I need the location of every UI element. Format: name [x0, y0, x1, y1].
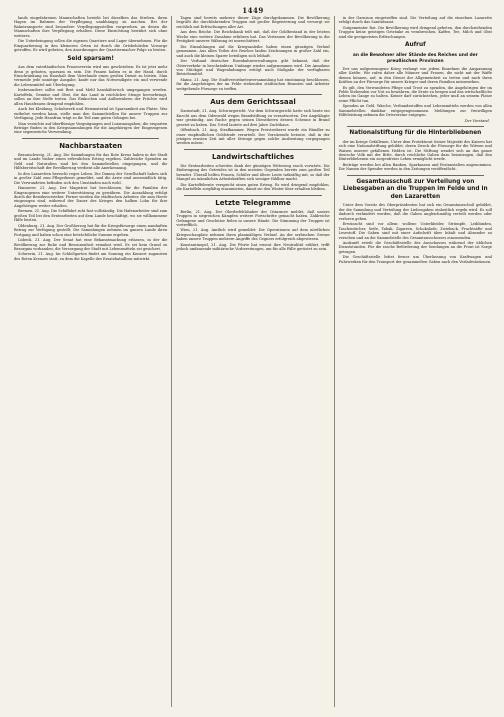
section-divider [22, 138, 159, 139]
article-paragraph: Schwerin, 21. Aug. Im Schloßgarten findet am Sonntag ein Konzert zugunsten des Roten Kreuzes statt, zu dem die Kapelle des Ersatzbataillons mitwirkt. [14, 252, 168, 261]
section-heading: Seid sparsam! [67, 55, 114, 62]
article-paragraph: Die Einzahlungen auf die Kriegsanleihe haben einen günstigen Verlauf genommen. Aus allen Teilen des Reiches laufen Zeichnungen in großer Zahl ein, und auch die kleinen Sparer beteiligen sich lebhaft. [176, 44, 330, 58]
article-paragraph: Auskunft erteilt die Geschäftsstelle des Ausschusses während der üblichen Dienststunden. Für die rasche Beförderung der Sendungen an die Front ist Sorge getragen. [338, 240, 492, 254]
article-paragraph: Insbesondere sollte mit Brot und Mehl haushälterisch umgegangen werden. Kartoffeln, Gemüse und Obst, die das Land in reichlicher Menge hervorbringt, sollen an ihre Stelle treten. Das Einkochen und Aufbewahren der Früchte wird allen Hausfrauen dringend empfohlen. [14, 88, 168, 106]
article-paragraph: Berlin, 21. Aug. Der Oberbefehlshaber der Ostarmee meldet, daß unsere Truppen in siegreichen Kämpfen weitere Fortschritte gemacht haben. Zahlreiche Gefangene und Geschütze fielen in unsere Hände. Die Stimmung der Truppen ist vortrefflich. [176, 209, 330, 227]
article-paragraph: der im Kriege Gefallenen. Unter dem Protektorat Seiner Majestät des Kaisers hat sich eine Nationalstiftung gebildet, deren Zweck die Fürsorge für die Witwen und Waisen unserer gefallenen Helden ist. Die Stiftung wendet sich an das ganze deutsche Volk mit der Bitte, durch reichliche Gaben dazu beizutragen, daß den Hinterbliebenen ein sorgenfreies Leben ermöglicht werde. [338, 139, 492, 162]
article-paragraph: Der uns aufgezwungene Krieg verlangt von jedem Einzelnen die Anspannung aller Kräfte. Wir rufen daher alle Männer und Frauen, die nicht mit der Waffe dienen können, auf, in den Dienst der Allgemeinheit zu treten und nach ihren Kräften an der Fürsorge für unsere Krieger und deren Familien mitzuwirken. [338, 66, 492, 85]
section-heading: Nachbarstaaten [59, 141, 123, 150]
section-divider [184, 149, 321, 150]
article-paragraph: Aus dem vaterländischen Frauenverein wird uns geschrieben: Es ist jetzt mehr denn je geboten, sparsam zu sein. Die Frauen haben es in der Hand, durch Einschränkung im Haushalt dem Vaterlande einen großen Dienst zu leisten. Man vermeide jede unnötige Ausgabe, kaufe nur das Notwendigste ein und verwende die Lebensmittel mit Überlegung. [14, 65, 168, 87]
article-paragraph: Hannover, 21. Aug. Der Magistrat hat beschlossen, für die Familien der Eingezogenen eine weitere Unterstützung zu gewähren. Die Auszahlung erfolgt durch die Bezirksvorsteher. Ferner werden die städtischen Arbeiter, die zum Heere eingezogen sind, während der Dauer des Krieges den halben Lohn für ihre Angehörigen weiter erhalten. [14, 186, 168, 208]
article-paragraph: Tagen sind bereits mehrere dieser Züge durchgekommen. Die Bevölkerung begrüßt die durchfahrenden Truppen mit großer Begeisterung und versorgt sie reichlich mit Erfrischungen aller Art. [176, 16, 330, 29]
section-heading: Landwirtschaftliches [211, 152, 295, 161]
article-paragraph: Die Erntearbeiten schreiten dank der günstigen Witterung rasch vorwärts. Die Einbringung des Getreides ist in den meisten Gegenden bereits zum großen Teil beendet. Überall helfen Frauen, Schüler und ältere Leute tatkräftig mit, so daß der Mangel an männlichen Arbeitskräften sich weniger fühlbar macht. [176, 163, 330, 182]
article-paragraph: In den Lazaretten herrscht reges Leben. Die Damen der Gesellschaft haben sich in großer Zahl zum Pflegedienst gemeldet, und die Ärzte sind unermüdlich tätig. Die Verwundeten befinden sich den Umständen nach wohl. [14, 171, 168, 185]
article-paragraph: Braunschweig, 21. Aug. Die Sammlungen für das Rote Kreuz haben in der Stadt und im Lande bisher einen erfreulichen Ertrag ergeben. Zahlreiche Spenden an Geld und Naturalien sind bei den Sammelstellen eingegangen, und die Hilfsbereitschaft der Bevölkerung verdient alle Anerkennung. [14, 152, 168, 171]
article-paragraph: Auch bei Kleidung, Schuhwerk und Heizmaterial ist Sparsamkeit am Platze. Was entbehrt werden kann, stelle man den Sammelstellen für unsere Truppen zur Verfügung. Jede Hausfrau trägt so ihr Teil zum guten Gelingen bei. [14, 107, 168, 121]
article-paragraph: Der Verband deutscher Eisenbahnverwaltungen gibt bekannt, daß der Güterverkehr in beschränktem Umfange wieder aufgenommen wird. Die Annahme von Stückgut und Wagenladungen erfolgt nach Maßgabe der verfügbaren Betriebsmittel. [176, 59, 330, 77]
article-paragraph: Man verzichte auf überflüssige Vergnügungen und Luxusausgaben; die ersparten Beträge finden in den Kriegssammlungen für die Angehörigen der Eingezogenen eine segensreiche Verwendung. [14, 121, 168, 135]
section-divider [184, 195, 321, 196]
article-paragraph: Spenden an Geld, Wäsche, Verbandsstoffen und Lebensmitteln werden von allen Sammelstellen dankbar entgegengenommen. Meldungen zur freiwilligen Hilfeleistung nehmen die Ortsvereine entgegen. [338, 104, 492, 118]
section-heading: Aufruf [404, 42, 426, 49]
section-divider [347, 175, 484, 176]
article-paragraph: Beiträge werden bei allen Banken, Sparkassen und Postanstalten angenommen. Die Namen der Spender werden in den Zeitungen veröffentlicht. [338, 162, 492, 172]
article-paragraph: lands eingefahrenen Mannschaften besteht bei dieselben das Streben, ihren Hagen im Rahmen der Verpflegung unabhängig zu machen. Bei der Bahntransporte sind besondere Verpflegungsstellen vorgesehen, an denen die Mannschaften ihre Verpflegung erhalten. Diese Einrichtung bewährt sich ohne weiteres. [14, 16, 168, 38]
column-2 [172, 16, 334, 707]
article-paragraph: Mainz, 21. Aug. Die Stadtverordnetenversammlung hat einstimmig beschlossen, für die Angehörigen der im Felde stehenden städtischen Beamten und Arbeiter weitgehende Fürsorge zu treffen. [176, 77, 330, 91]
article-paragraph: Die Unterbringung sollen die eigenen Quartiere und Lager übernehmen. Für die Einquartierung in den kleineren Orten ist durch die Ortsbehörden Vorsorge getroffen. Es wird gebeten, den Anordnungen der Quartiermacher Folge zu leisten. [14, 39, 168, 53]
article-paragraph: Unter dem Vorsitz des Oberpräsidenten hat sich ein Gesamtausschuß gebildet, der die Sammlung und Verteilung der Liebesgaben einheitlich regeln wird. Es soll dadurch verhindert werden, daß die Gaben ungleichmäßig verteilt werden oder verloren gehen. [338, 203, 492, 221]
section-heading: Nationalstiftung für die Hinterbliebenen [349, 130, 482, 137]
section-heading: an die Bewohner aller Stände des Reiches und der preußischen Provinzen [352, 52, 478, 64]
column-3 [335, 16, 496, 707]
article-paragraph: Lübeck, 21. Aug. Der Senat hat eine Bekanntmachung erlassen, in der die Bevölkerung zur Ruhe und Besonnenheit ermahnt wird. Es sei kein Grund zu Besorgnis vorhanden; die Versorgung der Stadt mit Lebensmitteln sei gesichert. [14, 238, 168, 251]
article-paragraph: Oldenburg, 21. Aug. Der Großherzog hat für die Kriegsfürsorge einen namhaften Betrag zur Verfügung gestellt. Die Sammlungen nehmen im ganzen Lande ihren Fortgang und haben schon eine beträchtliche Summe ergeben. [14, 223, 168, 237]
article-paragraph: Die Geschäftsstelle bittet ferner um Überlassung von Kraftwagen und Fuhrwerken für den Transport der gesammelten Gaben nach den Verladestationen. [338, 255, 492, 264]
article-paragraph: Offenbach, 21. Aug. Strafkammer. Wegen Preistreiberei wurde ein Händler zu einer empfindlichen Geldstrafe verurteilt. Der Vorsitzende betonte, daß in der jetzigen ernsten Zeit mit aller Strenge gegen solche Ausbeutung vorgegangen werden müsse. [176, 128, 330, 146]
section-heading: Aus dem Gerichtssaal [210, 98, 296, 107]
section-divider [347, 126, 484, 127]
article-paragraph: Es gilt, den Verwundeten Pflege und Trost zu spenden, die Angehörigen der im Felde Stehenden vor Not zu bewahren, die Ernte zu bergen und das wirtschaftliche Leben im Gange zu halten. Keiner darf zurückstehen, jeder muß an seinem Platze seine Pflicht tun. [338, 85, 492, 103]
article-paragraph: Wien, 21. Aug. Amtlich wird gemeldet: Die Operationen auf dem nördlichen Kriegsschauplatz nehmen ihren planmäßigen Verlauf. An der serbischen Grenze haben unsere Truppen mehrere Angriffe des Gegners erfolgreich abgewiesen. [176, 228, 330, 242]
section-divider [184, 94, 321, 95]
article-paragraph: Aus dem Reiche. Die Reichsbank teilt mit, daß der Goldbestand in der letzten Woche eine weitere Zunahme erfahren hat. Das Vertrauen der Bevölkerung in die Festigkeit unserer Währung ist unerschüttert. [176, 30, 330, 44]
page-number: 1449 [242, 6, 264, 15]
article-paragraph: Darmstadt, 21. Aug. Schwurgericht. Vor dem Schwurgericht hatte sich heute ein Knecht aus dem Odenwald wegen Brandstiftung zu verantworten. Der Angeklagte war geständig, aus Rache gegen seinen Dienstherrn dessen Scheune in Brand gesetzt zu haben. Das Urteil lautete auf drei Jahre Zuchthaus. [176, 109, 330, 127]
columns-container [10, 16, 496, 707]
article-paragraph: in der Garnison eingetroffen sind. Die Verteilung auf die einzelnen Lazarette erfolgt durch das Sanitätsamt. [338, 16, 492, 25]
article-paragraph: Gutgemeinter Rat. Die Bevölkerung wird dringend gebeten, den durchziehenden Truppen keine geistigen Getränke zu verabreichen. Kaffee, Tee, Milch und Obst sind die geeignetsten Erfrischungen. [338, 25, 492, 39]
article-paragraph: Bremen, 21. Aug. Die Schiffahrt ruht fast vollständig. Die Hafenarbeiter sind zum großen Teil bei den Erntearbeiten auf dem Lande beschäftigt, wo sie willkommene Hilfe leisten. [14, 209, 168, 223]
article-paragraph: Konstantinopel, 21. Aug. Die Pforte hat erneut ihre Neutralität erklärt, trifft jedoch umfassende militärische Vorbereitungen, um für alle Fälle gerüstet zu sein. [176, 242, 330, 252]
section-heading: Letzte Telegramme [215, 198, 291, 207]
article-paragraph: Die Kartoffelernte verspricht einen guten Ertrag. Es wird dringend empfohlen, die Kartoffeln sorgfältig einzumieten, damit sie den Winter über erhalten bleiben. [176, 182, 330, 192]
article-paragraph: Erwünscht sind vor allem: wollene Unterkleider, Strümpfe, Leibbinden, Taschentücher, Seife, Tabak, Zigarren, Schokolade, Zwieback, Fruchtsäfte und Lesestoff. Die Gaben sind mit einer Aufschrift über Inhalt und Absender zu versehen und an die Sammelstelle des Gesamtausschusses einzusenden. [338, 222, 492, 240]
section-heading: Gesamtausschuß zur Verteilung von Liebesgaben an die Truppen im Felde und in den Lazaretten [343, 178, 488, 200]
column-1 [10, 16, 172, 707]
article-signature: Der Vorstand. [464, 118, 490, 123]
